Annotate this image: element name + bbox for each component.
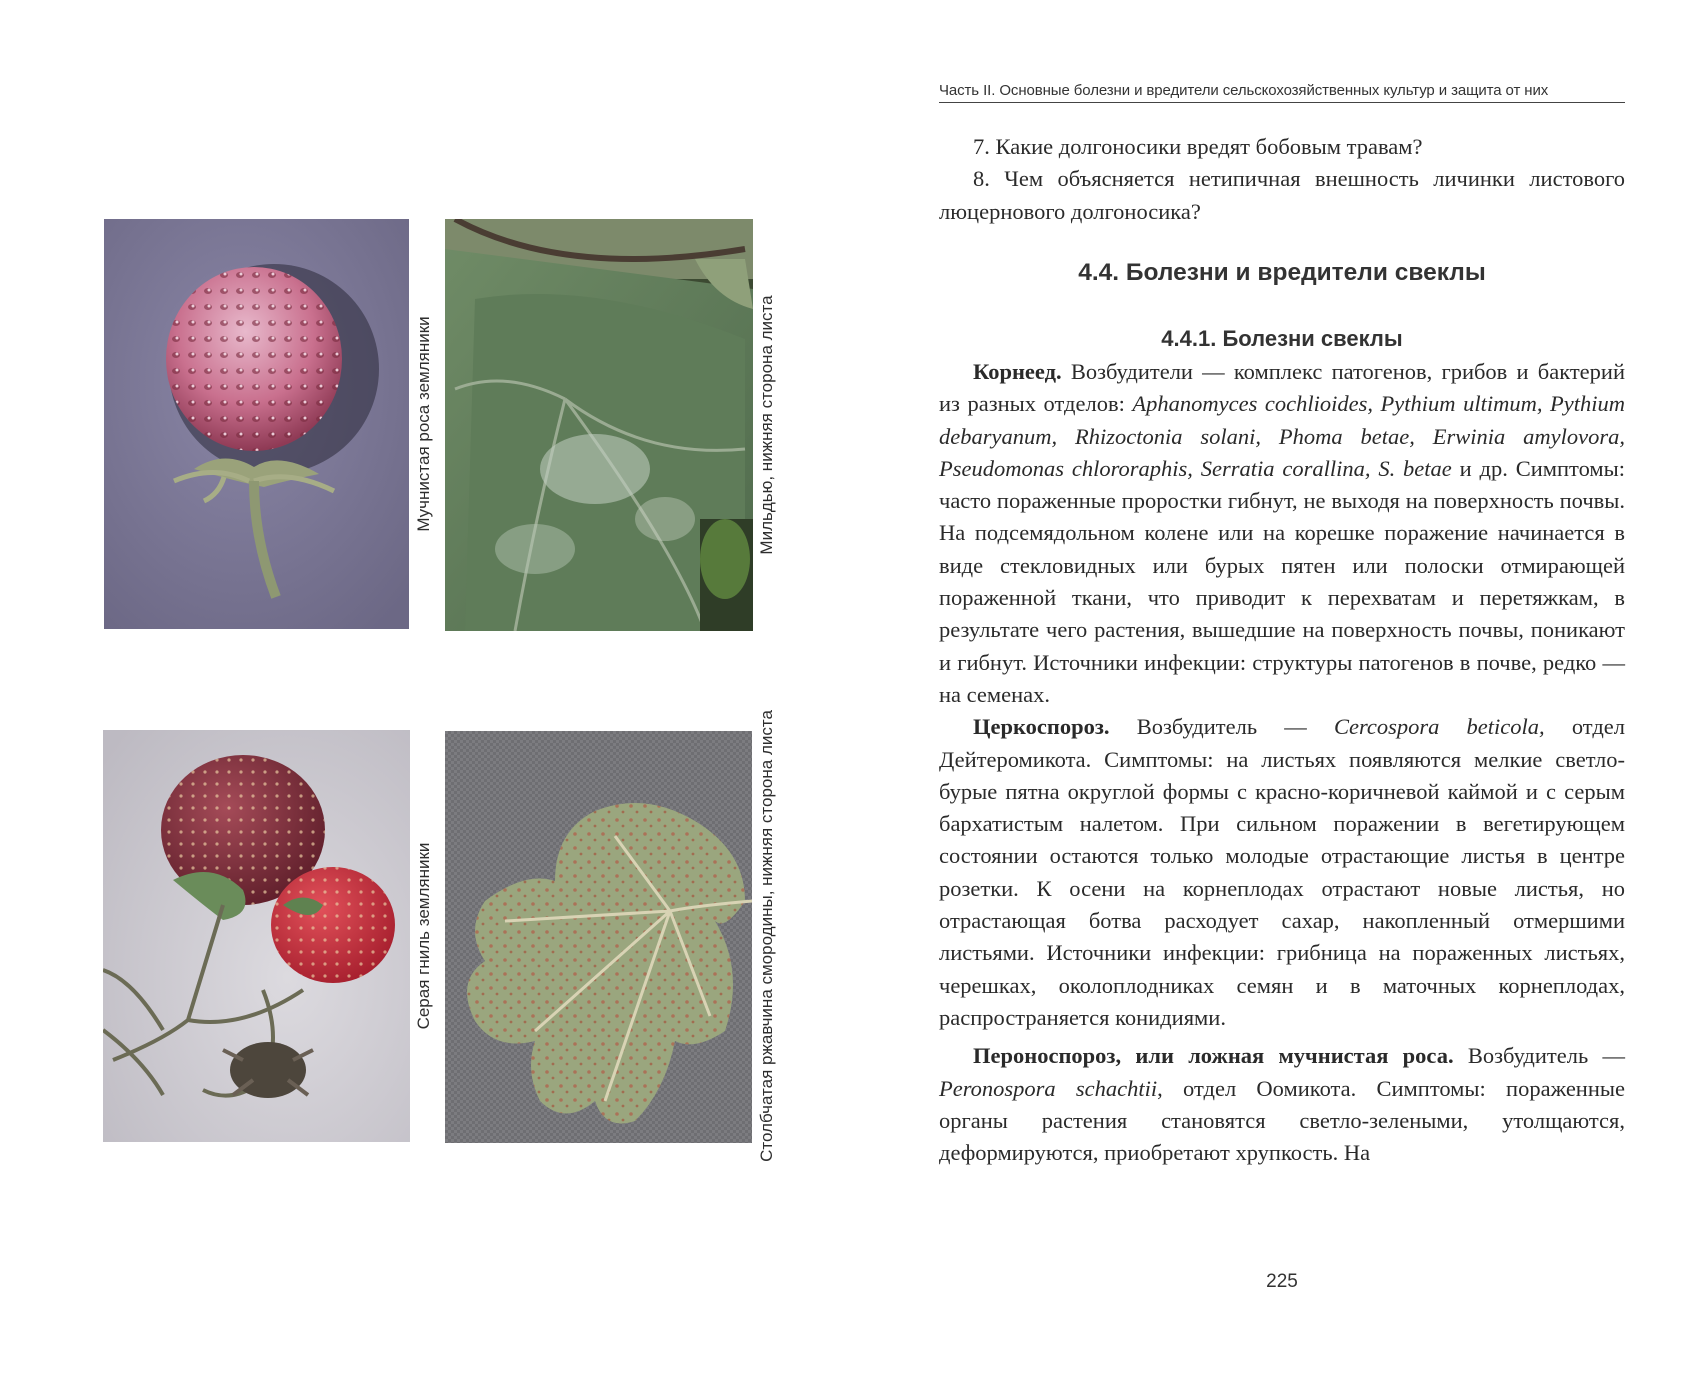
photo-strawberry-powdery-mildew — [104, 219, 409, 629]
section-heading: 4.4. Болезни и вредители свеклы — [1078, 259, 1486, 286]
paragraph-korneed: Корнеед. Возбудители — комплекс патогенов, грибов и бактерий из разных отделов: Aphanomyces cochlioides, Pythium ultimum, Pythium debaryanum, Rhizoctonia solani, Phoma betae, Erwinia amylovora, Pseudomonas chlororaphis, Serratia corallina, S. betae и др. Симптомы: часто пораженные проростки гибнут, не выходя на поверхность почвы. На подсемядольном колене или на корешке поражение начинается в виде стекловидных или бурых пятен или полоски отмирающей пораженной ткани, что приводит к перехватам и перетяжкам, в результате чего растения, вышедшие на поверхность почвы, поникают и гибнут. Источники инфекции: структуры патогенов в почве, редко — на семенах. — [939, 359, 1625, 707]
question-8: 8. Чем объясняется нетипичная внешность личинки листового люцернового долгоносика? — [939, 166, 1625, 224]
paragraph-cercosporosis: Церкоспороз. Возбудитель — Cercospora beticola, отдел Дейтеромикота. Симптомы: на листьях появляются мелкие светло-бурые пятна округлой формы с красно-коричневой каймой и с серым бархатистым налетом. При сильном поражении в вегетирующем состоянии остаются только молодые отрастающие листья в центре розетки. К осени на корнеплодах отрастают новые листья, но отрастающая ботва расходует сахар, накопленный отмершими листьями. Источники инфекции: грибница на пораженных листьях, черешках, околоплодниках семян и в маточных корнеплодах, распространяется конидиями. — [939, 714, 1626, 1030]
running-head-rule — [939, 102, 1625, 103]
species-names: Cercospora beticola, — [1333, 714, 1545, 740]
caption-strawberry-powdery-mildew: Мучнистая роса земляники — [414, 316, 433, 532]
term-cercosporosis: Церкоспороз. — [973, 714, 1110, 740]
body-text — [939, 356, 1625, 1169]
term-korneed: Корнеед. — [973, 359, 1062, 384]
caption-currant-leaf-rust: Столбчатая ржавчина смородины, нижняя сторона листа — [757, 710, 776, 1162]
question-7: 7. Какие долгоносики вредят бобовым травам? — [973, 134, 1423, 159]
caption-strawberry-grey-mold: Серая гниль земляники — [414, 842, 433, 1030]
photo-currant-leaf-rust — [445, 731, 752, 1143]
leaf-downy-mildew-photo — [445, 219, 753, 631]
wild-strawberry-powdery-mildew-photo — [104, 219, 409, 629]
paragraph-peronosporosis: Пероноспороз, или ложная мучнистая роса. Возбудитель — Peronospora schachtii, отдел Оомикота. Симптомы: пораженные органы растения становятся светло-зелеными, утолщаются, деформируются, приобретают хрупкость. На — [939, 1043, 1625, 1166]
caption-leaf-downy-mildew: Мильдью, нижняя сторона листа — [757, 295, 776, 555]
photo-leaf-downy-mildew — [445, 219, 753, 631]
page-number: 225 — [1266, 1271, 1298, 1292]
currant-leaf-rust-photo — [445, 731, 752, 1143]
photo-strawberry-grey-mold — [103, 730, 410, 1142]
species-names: Peronospora schachtii — [939, 1075, 1158, 1101]
running-head: Часть II. Основные болезни и вредители сельскохозяйственных культур и защита от них — [939, 82, 1549, 99]
strawberry-grey-mold-photo — [103, 730, 410, 1142]
review-questions — [939, 131, 1625, 228]
subsection-heading: 4.4.1. Болезни свеклы — [1161, 326, 1403, 351]
species-names: Aphanomyces cochlioides, Pythium ultimum, Pythium debaryanum, Rhizoctonia solani, Phoma betae, Erwinia amylovora, Pseudomonas chlororaphis, Serratia corallina, S. betae — [939, 391, 1625, 481]
term-peronosporosis: Пероноспороз, или ложная мучнистая роса. — [973, 1043, 1454, 1069]
